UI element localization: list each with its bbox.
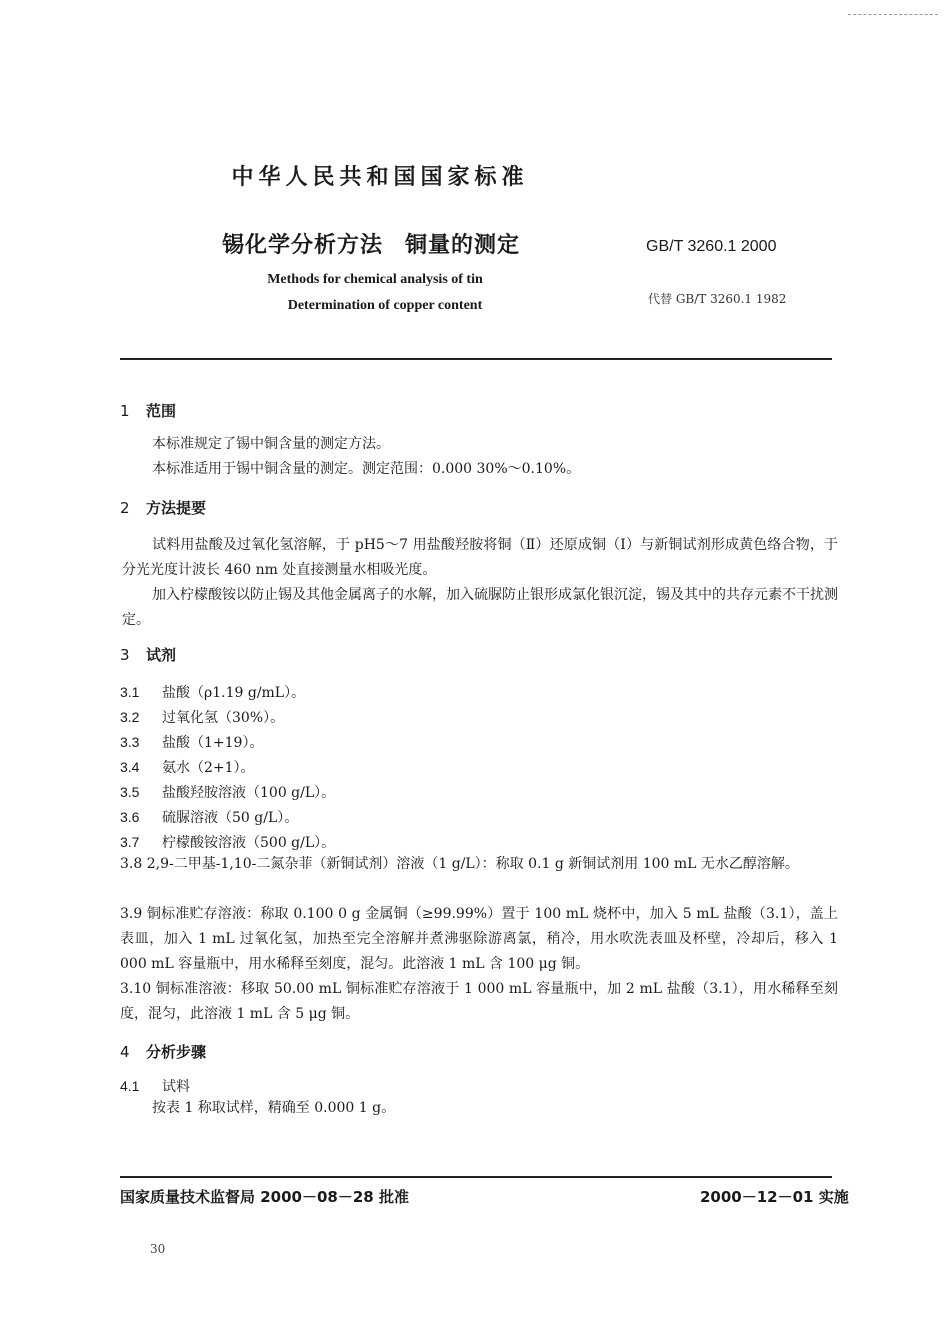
section-title: 试剂: [146, 646, 177, 664]
reagent-item: 3.6 硫脲溶液（50 g/L）。: [120, 809, 299, 826]
implementation-date: 2000－12－01 实施: [700, 1188, 849, 1206]
section-1-paragraph-1: 本标准规定了锡中铜含量的测定方法。: [152, 436, 390, 452]
document-title-en-line2: Determination of copper content: [287, 298, 483, 313]
approval-line: 国家质量技术监督局 2000－08－28 批准: [120, 1188, 409, 1206]
section-number: 2: [120, 499, 130, 517]
document-title-en-line1: Methods for chemical analysis of tin: [267, 272, 483, 287]
section-4-paragraph-1: 按表 1 称取试样，精确至 0.000 1 g。: [152, 1100, 396, 1116]
reagent-item: 3.4 氨水（2+1）。: [120, 759, 255, 776]
reagent-item-3-10: 3.10 铜标准溶液：移取 50.00 mL 铜标准贮存溶液于 1 000 mL 容量瓶中，加 2 mL 盐酸（3.1），用水稀释至刻度，混匀，此溶液 1 mL 含 5 μg 铜。: [120, 981, 838, 1022]
footer-divider: [120, 1176, 832, 1178]
title-cn-part1: 锡化学分析方法: [222, 233, 384, 258]
reagent-item-3-9: 3.9 铜标准贮存溶液：称取 0.100 0 g 金属铜（≥99.99%）置于 100 mL 烧杯中，加入 5 mL 盐酸（3.1），盖上表皿，加入 1 mL 过氧化氢，加热至完全溶解并煮沸驱除游离氯，稍冷，用水吹洗表皿及杯壁，冷却后，移入 1 000 mL 容量瓶中，用水稀释至刻度，混匀。此溶液 1 mL 含 100 μg 铜。: [120, 906, 838, 972]
reagent-item: 3.2 过氧化氢（30%）。: [120, 709, 285, 726]
section-number: 3: [120, 646, 130, 664]
reagent-item: 3.3 盐酸（1+19）。: [120, 734, 264, 751]
title-cn-part2: 铜量的测定: [405, 233, 521, 258]
reagent-item: 3.1 盐酸（ρ1.19 g/mL）。: [120, 684, 306, 701]
header-divider: [120, 358, 832, 360]
section-title: 分析步骤: [146, 1043, 207, 1061]
subsection-4-1-heading: 4.1 试料: [120, 1078, 190, 1095]
reagent-item: 3.5 盐酸羟胺溶液（100 g/L）。: [120, 784, 336, 801]
section-2-paragraph-2: 加入柠檬酸铵以防止锡及其他金属离子的水解，加入硫脲防止银形成氯化银沉淀，锡及其中的共存元素不干扰测定。: [122, 587, 838, 628]
document-title-cn: [222, 228, 520, 259]
section-2-paragraph-1: 试料用盐酸及过氧化氢溶解，于 pH5～7 用盐酸羟胺将铜（Ⅱ）还原成铜（Ⅰ）与新铜试剂形成黄色络合物，于分光光度计波长 460 nm 处直接测量水相吸光度。: [122, 537, 838, 578]
section-title: 方法提要: [146, 499, 207, 517]
page-number: 30: [150, 1242, 166, 1256]
scan-edge-mark: [848, 14, 938, 15]
section-number: 4: [120, 1043, 130, 1061]
reagent-item-3-8: 3.8 2,9-二甲基-1,10-二氮杂菲（新铜试剂）溶液（1 g/L）：称取 0.1 g 新铜试剂用 100 mL 无水乙醇溶解。: [120, 856, 799, 872]
section-1-paragraph-2: 本标准适用于锡中铜含量的测定。测定范围：0.000 30%～0.10%。: [152, 461, 581, 477]
national-standard-heading: 中华人民共和国国家标准: [231, 165, 529, 190]
section-3-heading: [120, 644, 176, 665]
replaces-standard: 代替 GB/T 3260.1 1982: [648, 292, 787, 306]
section-title: 范围: [146, 402, 177, 420]
section-2-heading: [120, 497, 206, 518]
reagent-item: 3.7 柠檬酸铵溶液（500 g/L）。: [120, 834, 336, 851]
section-1-heading: [120, 400, 176, 421]
section-number: 1: [120, 402, 130, 420]
section-4-heading: [120, 1041, 206, 1062]
standard-number: GB/T 3260.1 2000: [646, 238, 777, 255]
